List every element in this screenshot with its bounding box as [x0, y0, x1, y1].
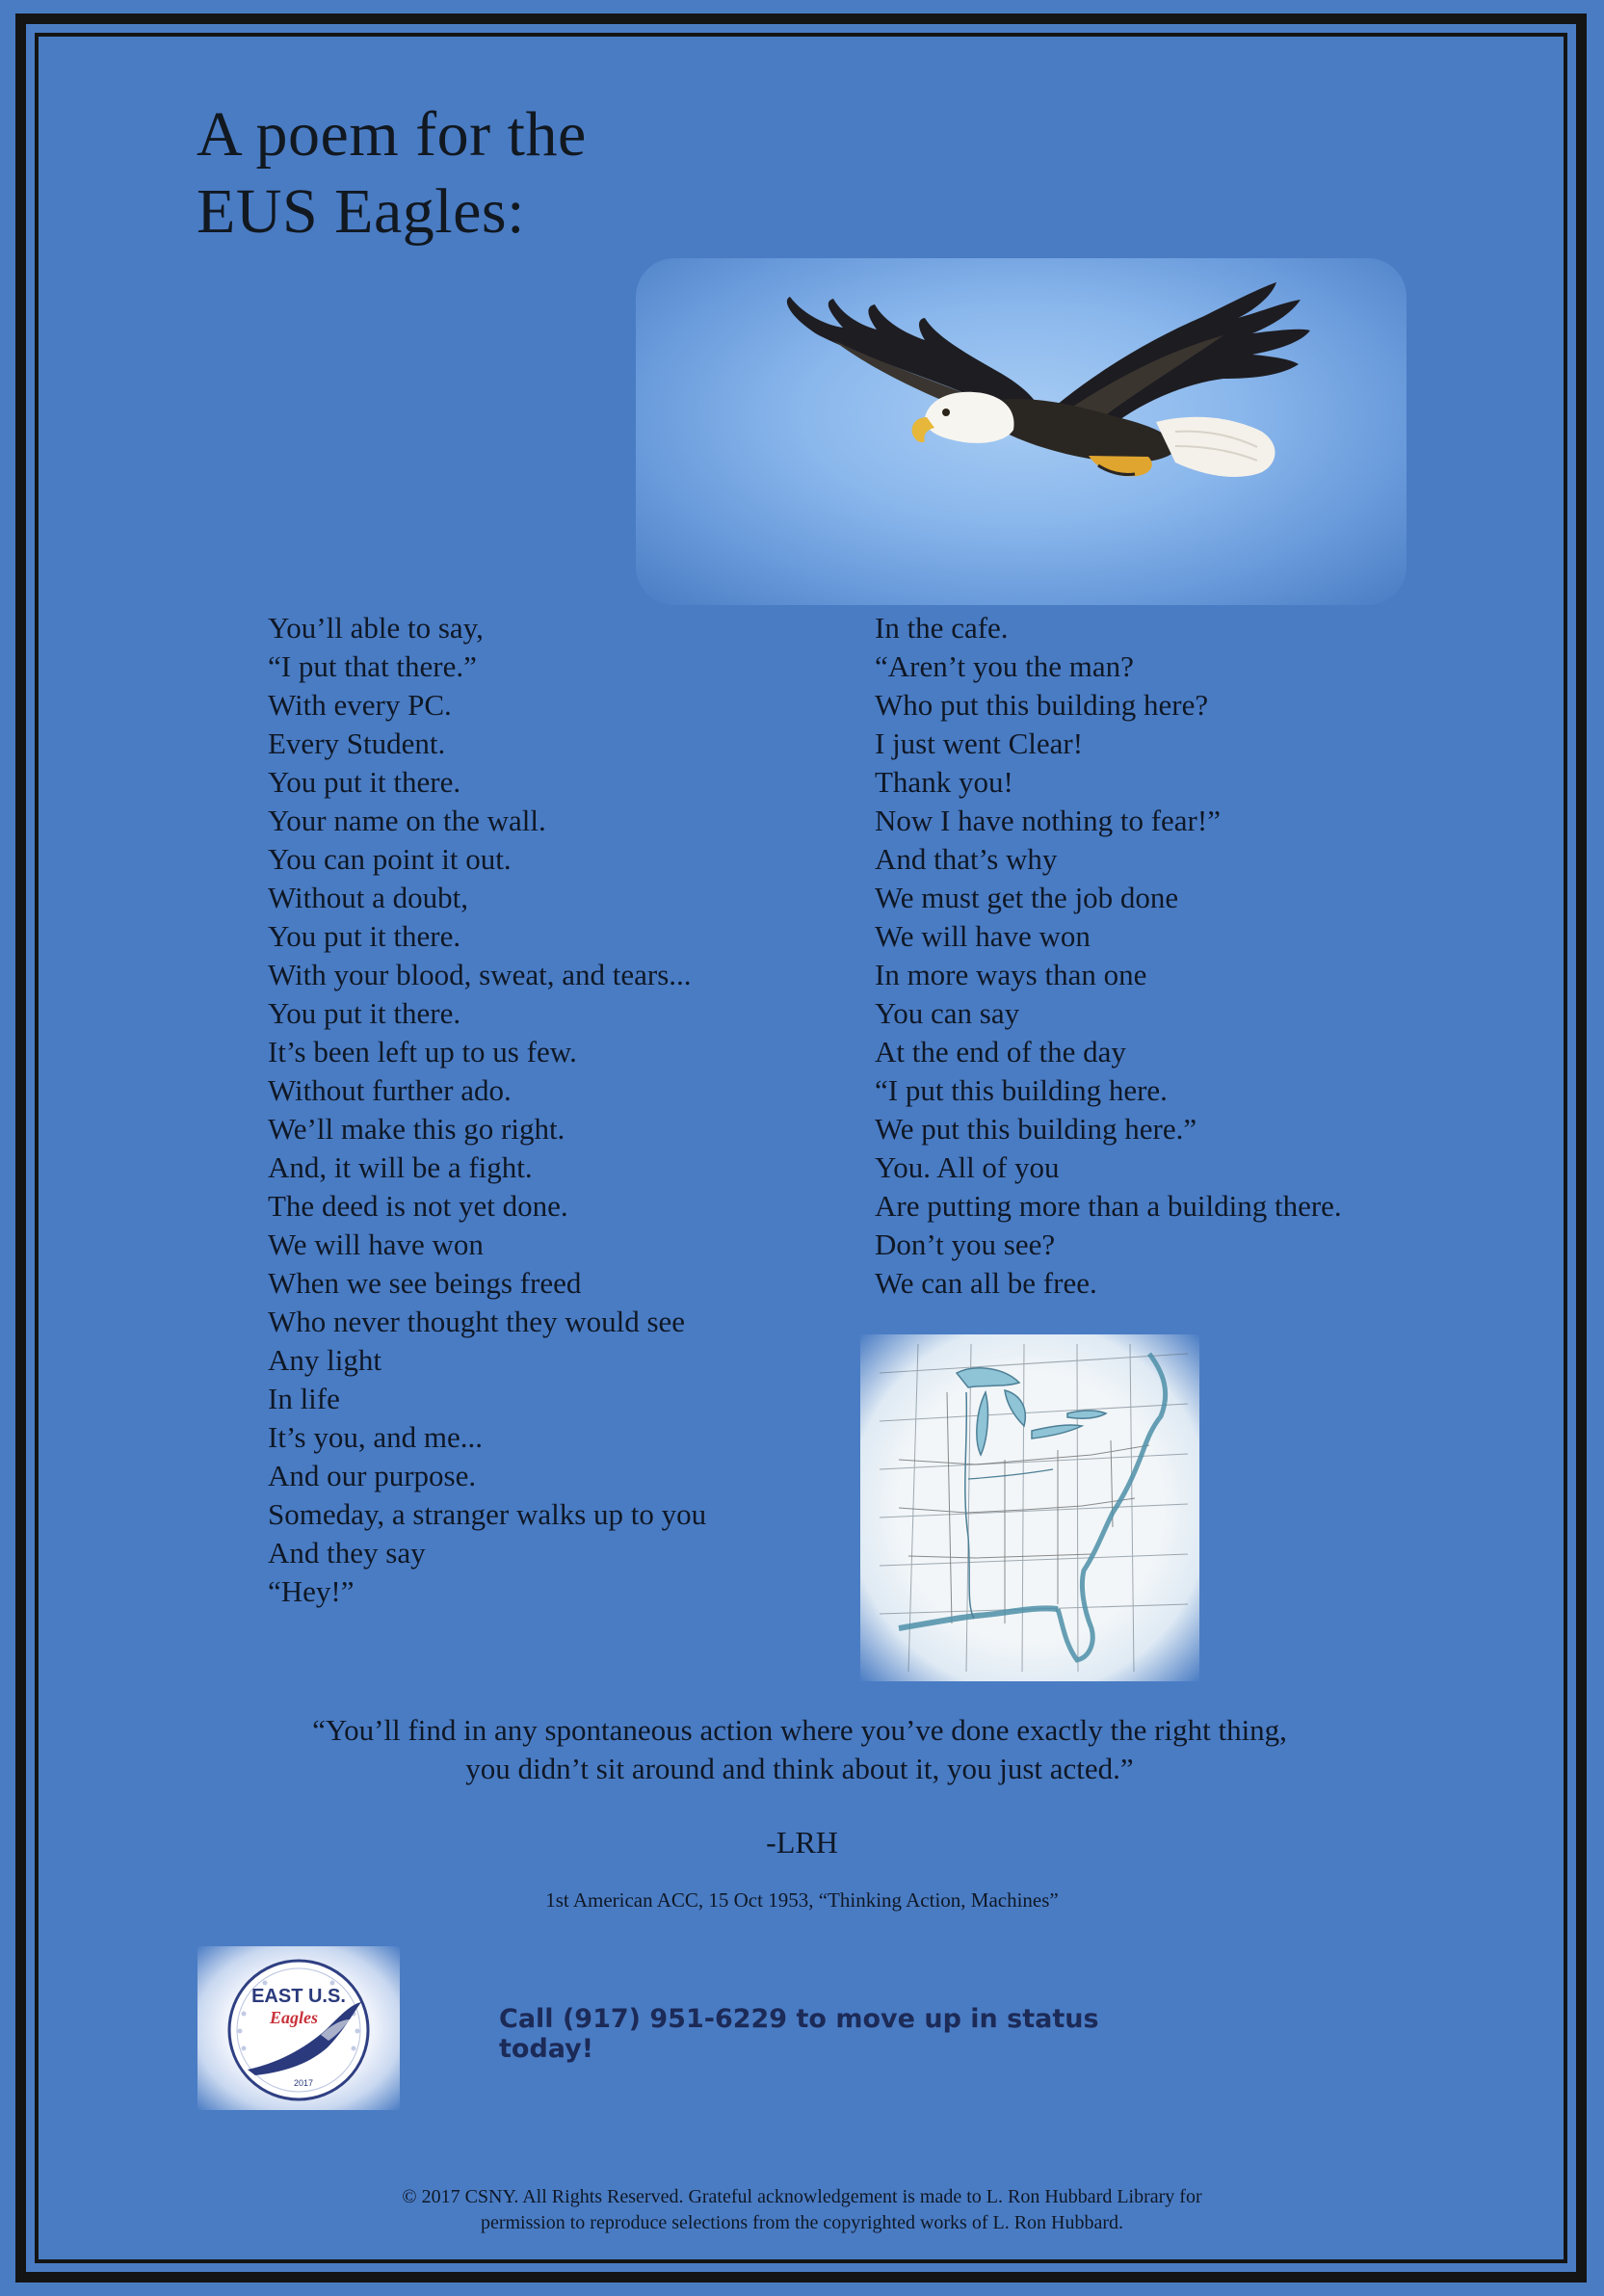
copyright-text: © 2017 CSNY. All Rights Reserved. Grateful acknowledgement is made to L. Ron Hubbard Library for permission to reproduce selections from the copyrighted works of L. Ron Hubbard.: [402, 2186, 1202, 2233]
eagles-seal-logo: [197, 1946, 400, 2110]
poem-line: Any light: [268, 1343, 381, 1377]
eagle-image: [636, 258, 1407, 605]
poem-line: In the cafe.: [875, 611, 1009, 645]
poem-line: It’s been left up to us few.: [268, 1035, 577, 1069]
eastern-us-map-image: [860, 1334, 1199, 1681]
poem-line: Every Student.: [268, 726, 446, 760]
map-illustration: [860, 1334, 1199, 1681]
poem-line: With your blood, sweat, and tears...: [268, 958, 692, 991]
poem-line: And they say: [268, 1536, 426, 1570]
poem-line: With every PC.: [268, 688, 452, 722]
logo-year: 2017: [293, 2078, 314, 2088]
poem-line: And, it will be a fight.: [268, 1150, 533, 1184]
call-to-action: Call (917) 951-6229 to move up in status today!: [499, 2004, 1099, 2064]
logo-line2: Eagles: [269, 2008, 319, 2027]
page-title: A poem for the EUS Eagles:: [197, 99, 587, 247]
poem-line: We’ll make this go right.: [268, 1112, 565, 1146]
poem-line: I just went Clear!: [875, 726, 1084, 760]
poem-line: At the end of the day: [875, 1035, 1126, 1069]
poem-line: You. All of you: [875, 1150, 1060, 1184]
copyright-notice: [0, 2184, 1604, 2236]
poem-line: Without further ado.: [268, 1073, 512, 1107]
bald-eagle-illustration: [636, 258, 1407, 605]
east-us-eagles-logo: [197, 1946, 400, 2110]
poem-line: Don’t you see?: [875, 1227, 1056, 1261]
poem-line: We will have won: [268, 1227, 484, 1261]
quote-source: 1st American ACC, 15 Oct 1953, “Thinking Action, Machines”: [545, 1888, 1059, 1912]
poem-line: You put it there.: [268, 996, 461, 1030]
poem-line: “Aren’t you the man?: [875, 649, 1134, 683]
poem-line: We will have won: [875, 919, 1091, 953]
poem-line: You can point it out.: [268, 842, 512, 876]
poem-line: We can all be free.: [875, 1266, 1097, 1300]
poem-line: We must get the job done: [875, 881, 1179, 914]
poem-line: Your name on the wall.: [268, 804, 546, 837]
poem-line: You can say: [875, 996, 1020, 1030]
poem-line: When we see beings freed: [268, 1266, 582, 1300]
poem-line: Without a doubt,: [268, 881, 468, 914]
poem-line: “I put that there.”: [268, 649, 477, 683]
poem-line: You put it there.: [268, 919, 461, 953]
poem-line: It’s you, and me...: [268, 1420, 483, 1454]
poem-line: “Hey!”: [268, 1574, 355, 1608]
poem-line: Are putting more than a building there.: [875, 1189, 1342, 1223]
poem-line: “I put this building here.: [875, 1073, 1168, 1107]
poem-line: Thank you!: [875, 765, 1013, 799]
poem-line: Who never thought they would see: [268, 1305, 686, 1338]
poem-line: In more ways than one: [875, 958, 1147, 991]
poem-line: Who put this building here?: [875, 688, 1209, 722]
poem-line: The deed is not yet done.: [268, 1189, 568, 1223]
poem-column-right: [875, 609, 1453, 1303]
poem-line: In life: [268, 1382, 340, 1415]
quote-attribution: -LRH: [766, 1825, 838, 1860]
poem-column-left: [268, 609, 807, 1611]
poem-line: And that’s why: [875, 842, 1058, 876]
poem-line: Someday, a stranger walks up to you: [268, 1497, 707, 1531]
poem-line: You put it there.: [268, 765, 461, 799]
poem-line: You’ll able to say,: [268, 611, 484, 645]
poem-line: We put this building here.”: [875, 1112, 1197, 1146]
lrh-quote: “You’ll find in any spontaneous action where you’ve done exactly the right thing, you didn’t sit around and think about it, you just acted.”: [312, 1713, 1287, 1785]
poem-line: And our purpose.: [268, 1459, 477, 1492]
logo-line1: EAST U.S.: [251, 1986, 346, 2007]
poem-line: Now I have nothing to fear!”: [875, 804, 1221, 837]
